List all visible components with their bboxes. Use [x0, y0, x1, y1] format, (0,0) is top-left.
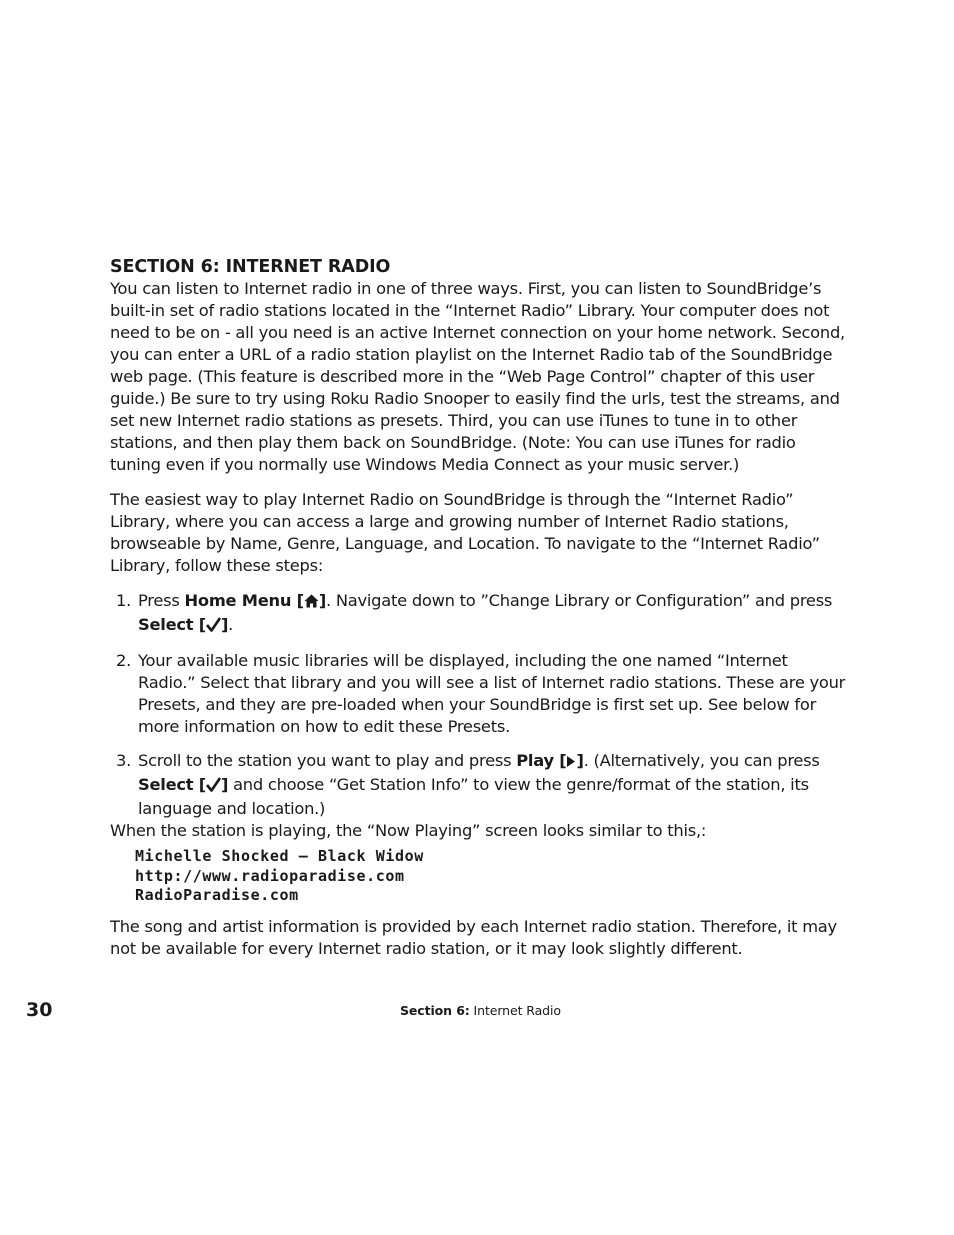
step-text: . (Alternatively, you can press	[583, 751, 820, 770]
select-label: Select [ ]	[138, 775, 228, 794]
step-text: . Navigate down to ”Change Library or Configuration” and press	[326, 591, 833, 610]
page-number: 30	[26, 999, 53, 1021]
steps-list	[110, 590, 846, 820]
play-label: Play [ ]	[516, 751, 583, 770]
step-item	[110, 750, 846, 820]
step-text: Your available music libraries will be displayed, including the one named “Internet Radio.” Select that library and you will see a list of Internet radio stations. These are your Presets, and they are pre-loaded when your SoundBridge is first set up. See below for more information on how to edit these Presets.	[138, 651, 846, 736]
section-title: SECTION 6: INTERNET RADIO	[110, 257, 391, 277]
play-icon	[566, 752, 576, 774]
now-playing-screen	[135, 847, 846, 906]
home-icon	[304, 592, 319, 614]
step-number: 3.	[116, 751, 132, 770]
now-playing-line: Michelle Shocked – Black Widow	[135, 847, 424, 865]
step-text: Press	[138, 591, 185, 610]
step-item	[110, 590, 846, 638]
intro-paragraph: You can listen to Internet radio in one of three ways. First, you can listen to SoundBridge’s built-in set of radio stations located in the “Internet Radio” Library. Your computer does not need to be on - all you need is an active Internet connection on your home network. Second, you can enter a URL of a radio station playlist on the Internet Radio tab of the SoundBridge web page. (This feature is described more in the “Web Page Control” chapter of this user guide.) Be sure to try using Roku Radio Snooper to easily find the urls, test the streams, and set new Internet radio stations as presets. Third, you can use iTunes to tune in to other stations, and then play them back on SoundBridge. (Note: You can use iTunes for radio tuning even if you normally use Windows Media Connect as your music server.)	[110, 279, 845, 474]
footer-section-label: Section 6:	[400, 1003, 470, 1018]
footer-section-name: Internet Radio	[469, 1003, 561, 1018]
now-playing-intro: When the station is playing, the “Now Playing” screen looks similar to this,:	[110, 821, 707, 840]
checkmark-icon	[206, 616, 221, 638]
step-item	[110, 650, 846, 738]
step-text: and choose “Get Station Info” to view the genre/format of the station, its language and location.)	[138, 775, 809, 818]
page-content	[110, 256, 846, 960]
running-footer	[400, 1002, 561, 1020]
step-number: 2.	[116, 651, 132, 670]
step-number: 1.	[116, 591, 132, 610]
home-menu-label: Home Menu [ ]	[185, 591, 326, 610]
now-playing-line: http://www.radioparadise.com	[135, 866, 405, 885]
easiest-way-paragraph: The easiest way to play Internet Radio on SoundBridge is through the “Internet Radio” Library, where you can access a large and growing number of Internet Radio stations, browseable by Name, Genre, Language, and Location. To navigate to the “Internet Radio” Library, follow these steps:	[110, 490, 820, 575]
checkmark-icon	[206, 776, 221, 798]
now-playing-line: RadioParadise.com	[135, 886, 299, 904]
select-label: Select [ ]	[138, 615, 228, 634]
step-text: Scroll to the station you want to play and press	[138, 751, 517, 770]
closing-paragraph: The song and artist information is provided by each Internet radio station. Therefore, it may not be available for every Internet radio station, or it may look slightly different.	[110, 916, 837, 958]
step-text: .	[228, 615, 234, 634]
